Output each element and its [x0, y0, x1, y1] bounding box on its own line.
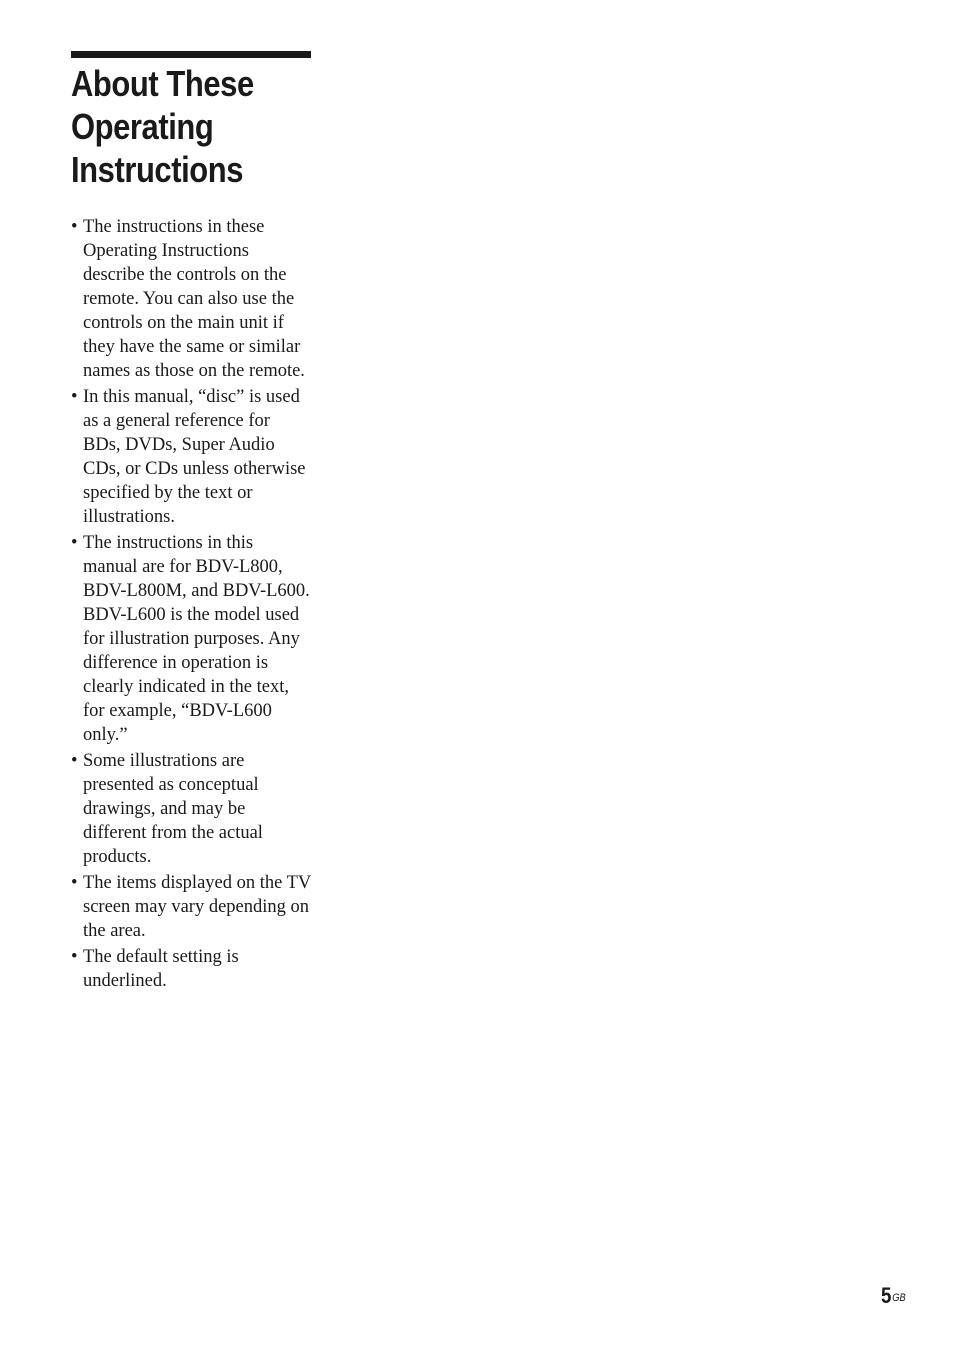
list-item-text: The instructions in these Operating Instructions describe the controls on the remote. You can also use the controls on the main unit if they have the same or similar names as those on the remote. [83, 217, 305, 381]
bullet-icon: • [71, 533, 78, 553]
bullet-icon: • [71, 387, 78, 407]
list-item [71, 531, 311, 747]
instruction-bullet-list [71, 215, 311, 993]
bullet-icon: • [71, 947, 78, 967]
list-item [71, 945, 311, 993]
list-item [71, 871, 311, 943]
list-item-text: The items displayed on the TV screen may vary depending on the area. [83, 873, 311, 941]
page-number-suffix: GB [892, 1292, 906, 1304]
title-line-1: About These [71, 63, 254, 104]
list-item-text: In this manual, “disc” is used as a general reference for BDs, DVDs, Super Audio CDs, or CDs unless otherwise specified by the text or illustrations. [83, 387, 306, 527]
list-item [71, 215, 311, 383]
title-line-3: Instructions [71, 149, 244, 190]
list-item-text: The default setting is underlined. [83, 947, 239, 991]
page-number [881, 1283, 906, 1309]
page-number-value: 5 [881, 1283, 892, 1308]
list-item [71, 385, 311, 529]
list-item-text: The instructions in this manual are for BDV-L800, BDV-L800M, and BDV-L600. BDV-L600 is the model used for illustration purposes. Any difference in operation is clearly indicated in the text, for example, “BDV-L600 only.” [83, 533, 310, 745]
list-item-text: Some illustrations are presented as conceptual drawings, and may be different from the actual products. [83, 751, 263, 867]
bullet-icon: • [71, 751, 78, 771]
bullet-icon: • [71, 217, 78, 237]
title-rule [71, 51, 311, 58]
bullet-icon: • [71, 873, 78, 893]
content-column [71, 51, 311, 995]
list-item [71, 749, 311, 869]
page-title [71, 62, 311, 191]
title-line-2: Operating [71, 106, 214, 147]
